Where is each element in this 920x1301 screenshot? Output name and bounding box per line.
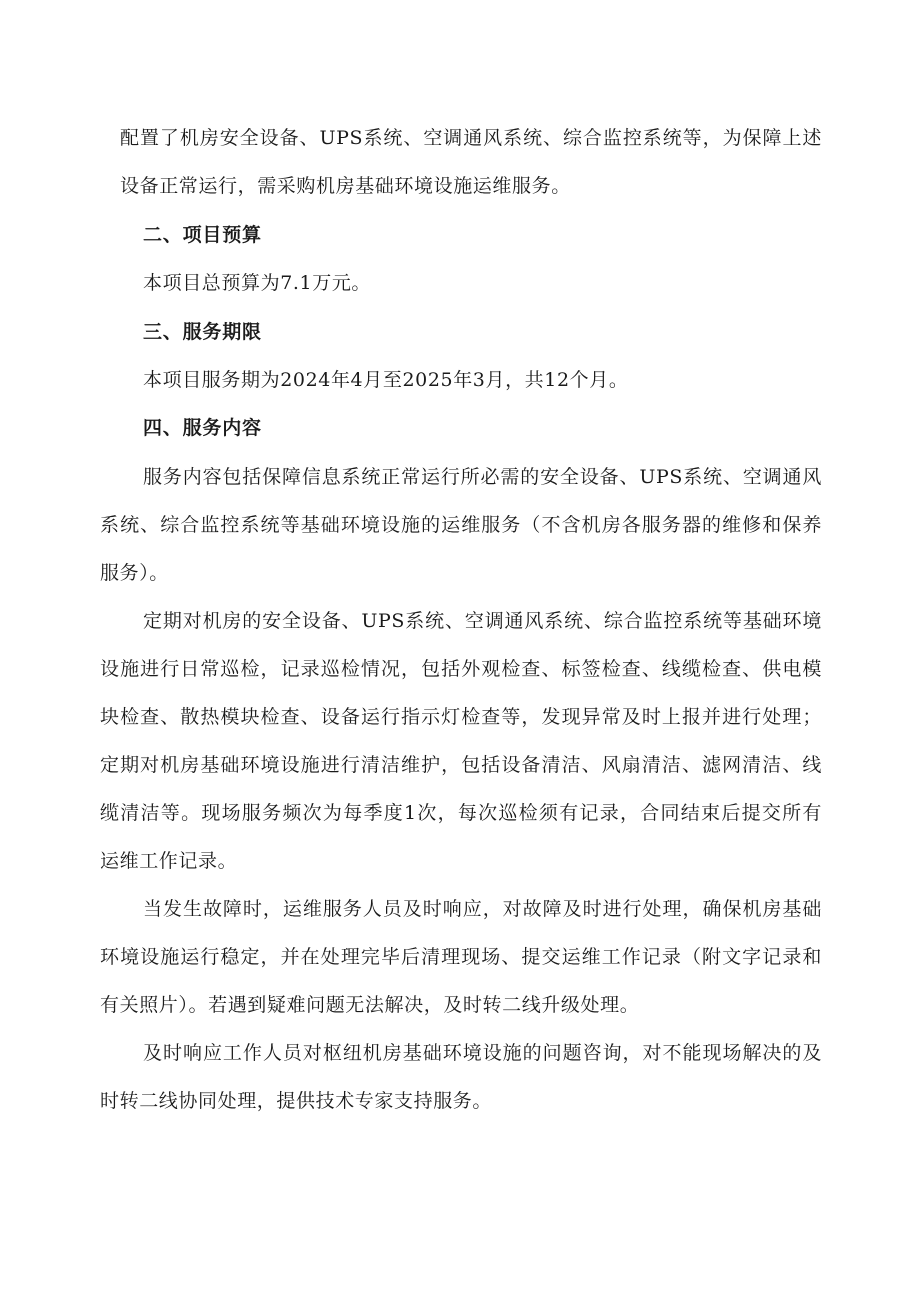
content-para4-line-2: 时转二线协同处理，提供技术专家支持服务。 bbox=[100, 1090, 493, 1112]
content-para2-line-3: 块检查、散热模块检查、设备运行指示灯检查等，发现异常及时上报并进行处理； bbox=[100, 706, 822, 728]
intro-line-1: 配置了机房安全设备、UPS系统、空调通风系统、综合监控系统等，为保障上述 bbox=[120, 127, 822, 149]
content-para1-line-3: 服务）。 bbox=[100, 562, 169, 584]
section-heading-period: 三、服务期限 bbox=[143, 321, 262, 343]
content-para1-line-1: 服务内容包括保障信息系统正常运行所必需的安全设备、UPS系统、空调通风 bbox=[143, 466, 822, 488]
section-heading-content: 四、服务内容 bbox=[143, 417, 262, 439]
content-para3-line-2: 环境设施运行稳定，并在处理完毕后清理现场、提交运维工作记录（附文字记录和 bbox=[100, 946, 822, 968]
content-para2-line-6: 运维工作记录。 bbox=[100, 850, 238, 872]
period-text: 本项目服务期为2024年4月至2025年3月，共12个月。 bbox=[143, 369, 629, 391]
content-para4-line-1: 及时响应工作人员对枢纽机房基础环境设施的问题咨询，对不能现场解决的及 bbox=[143, 1042, 822, 1064]
content-para2-line-5: 缆清洁等。现场服务频次为每季度1次，每次巡检须有记录，合同结束后提交所有 bbox=[100, 802, 822, 824]
content-para3-line-1: 当发生故障时，运维服务人员及时响应，对故障及时进行处理，确保机房基础 bbox=[143, 898, 822, 920]
content-para3-line-3: 有关照片）。若遇到疑难问题无法解决，及时转二线升级处理。 bbox=[100, 994, 640, 1016]
content-para2-line-4: 定期对机房基础环境设施进行清洁维护，包括设备清洁、风扇清洁、滤网清洁、线 bbox=[100, 754, 822, 776]
content-para2-line-1: 定期对机房的安全设备、UPS系统、空调通风系统、综合监控系统等基础环境 bbox=[143, 610, 822, 632]
section-heading-budget: 二、项目预算 bbox=[143, 224, 262, 246]
budget-text: 本项目总预算为7.1万元。 bbox=[143, 272, 372, 294]
intro-line-2: 设备正常运行，需采购机房基础环境设施运维服务。 bbox=[120, 175, 571, 197]
content-para2-line-2: 设施进行日常巡检，记录巡检情况，包括外观检查、标签检查、线缆检查、供电模 bbox=[100, 658, 822, 680]
content-para1-line-2: 系统、综合监控系统等基础环境设施的运维服务（不含机房各服务器的维修和保养 bbox=[100, 514, 822, 536]
